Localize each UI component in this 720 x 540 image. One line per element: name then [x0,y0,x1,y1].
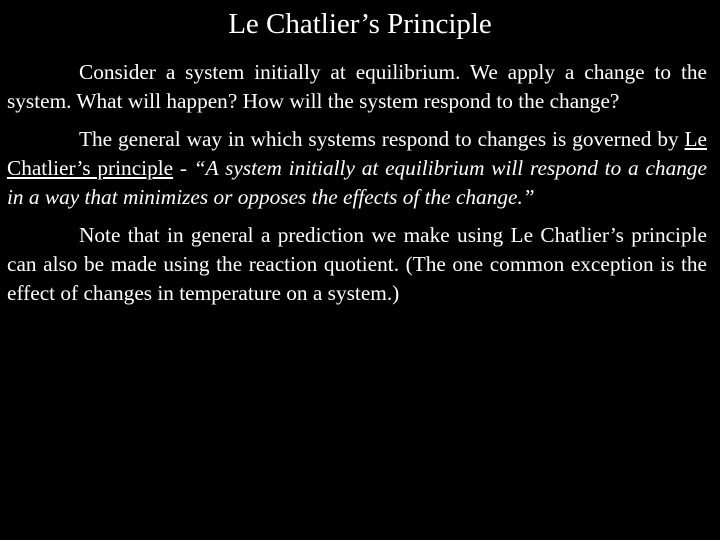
principle-quote: “A system initially at equilibrium will respond to a change in a way that minimizes or opposes the effects of the change.” [7,156,707,209]
principle-name: Le Chatlier’s principle [7,127,707,180]
paragraph-general-way-lead: The general way in which systems respond to changes is governed by [79,127,685,151]
slide-body [7,58,707,317]
paragraph-note: Note that in general a prediction we make using Le Chatlier’s principle can also be made using the reaction quotient. (The one common exception is the effect of changes in temperature on a system.) [7,223,707,305]
slide-title: Le Chatlier’s Principle [228,8,492,40]
principle-separator: - [173,156,194,180]
paragraph-consider: Consider a system initially at equilibrium. We apply a change to the system. What will happen? How will the system respond to the change? [7,60,707,113]
paragraph-general-way [7,125,707,212]
